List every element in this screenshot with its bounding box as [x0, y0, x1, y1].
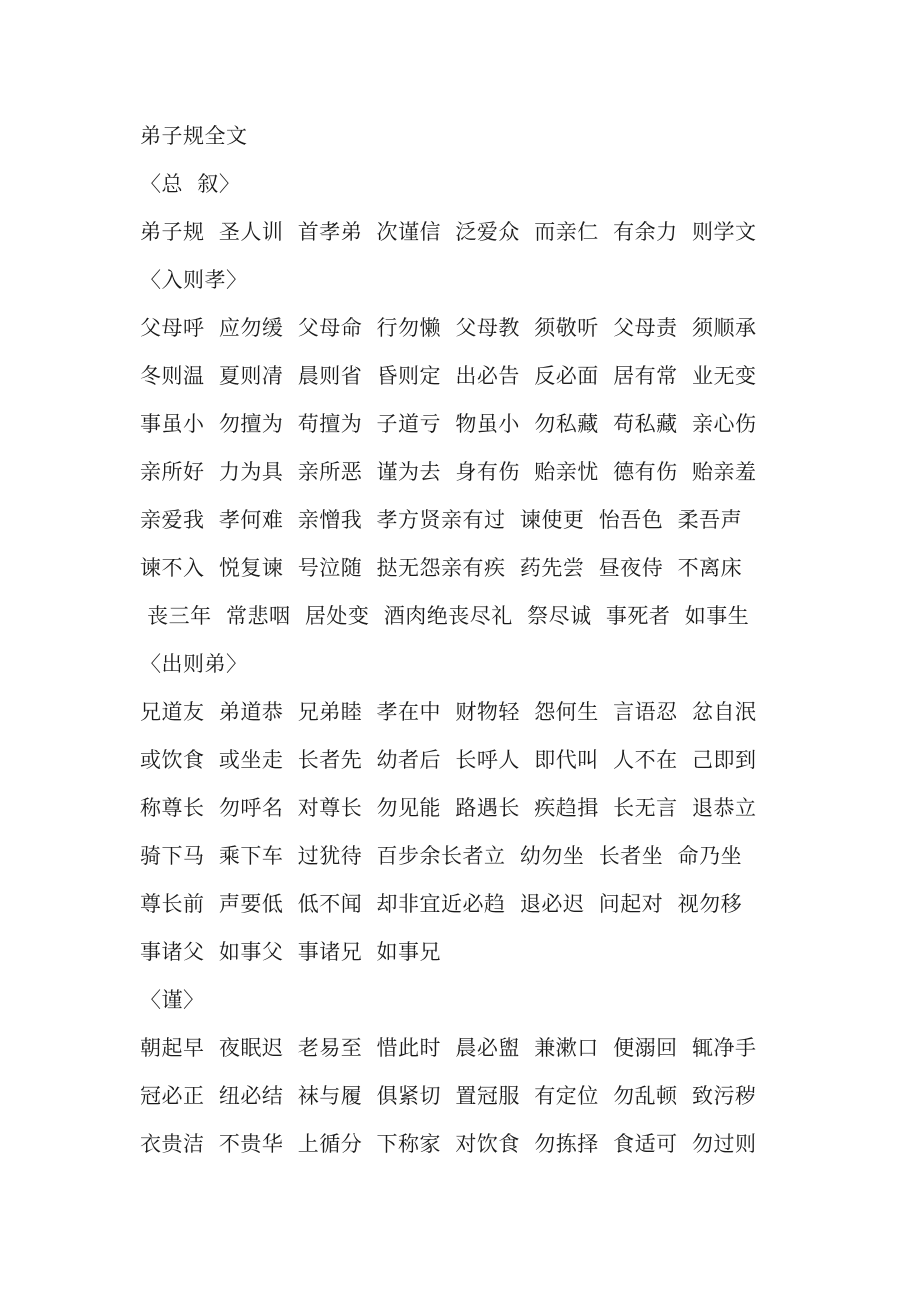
text-line: 或饮食 或坐走 长者先 幼者后 长呼人 即代叫 人不在 己即到 — [140, 748, 757, 772]
text-line: 冠必正 纽必结 袜与履 俱紧切 置冠服 有定位 勿乱顿 致污秽 — [140, 1084, 757, 1108]
text-line: 骑下马 乘下车 过犹待 百步余长者立 幼勿坐 长者坐 命乃坐 — [140, 844, 743, 868]
text-line: 兄道友 弟道恭 兄弟睦 孝在中 财物轻 怨何生 言语忍 忿自泯 — [140, 700, 757, 724]
text-line: 尊长前 声要低 低不闻 却非宜近必趋 退必迟 问起对 视勿移 — [140, 892, 743, 916]
text-line: 冬则温 夏则凊 晨则省 昏则定 出必告 反必面 居有常 业无变 — [140, 364, 757, 388]
text-line: 衣贵洁 不贵华 上循分 下称家 对饮食 勿拣择 食适可 勿过则 — [140, 1132, 757, 1156]
section-heading-brotherhood: 〈出则弟〉 — [140, 652, 248, 676]
text-line: 弟子规 圣人训 首孝弟 次谨信 泛爱众 而亲仁 有余力 则学文 — [140, 220, 757, 244]
text-line: 称尊长 勿呼名 对尊长 勿见能 路遇长 疾趋揖 长无言 退恭立 — [140, 796, 757, 820]
section-heading-prudence: 〈谨〉 — [140, 988, 205, 1012]
text-line: 谏不入 悦复谏 号泣随 挞无怨亲有疾 药先尝 昼夜侍 不离床 — [140, 556, 743, 580]
text-line: 丧三年 常悲咽 居处变 酒肉绝丧尽礼 祭尽诚 事死者 如事生 — [140, 604, 750, 628]
text-line: 事诸父 如事父 事诸兄 如事兄 — [140, 940, 442, 964]
text-line: 事虽小 勿擅为 苟擅为 子道亏 物虽小 勿私藏 苟私藏 亲心伤 — [140, 412, 757, 436]
text-line: 亲所好 力为具 亲所恶 谨为去 身有伤 贻亲忧 德有伤 贻亲羞 — [140, 460, 757, 484]
section-heading-general: 〈总 叙〉 — [140, 172, 241, 196]
section-heading-filial-piety: 〈入则孝〉 — [140, 268, 248, 292]
text-line: 父母呼 应勿缓 父母命 行勿懒 父母教 须敬听 父母责 须顺承 — [140, 316, 757, 340]
text-line: 朝起早 夜眠迟 老易至 惜此时 晨必盥 兼漱口 便溺回 辄净手 — [140, 1036, 757, 1060]
document-title: 弟子规全文 — [140, 124, 248, 148]
text-line: 亲爱我 孝何难 亲憎我 孝方贤亲有过 谏使更 怡吾色 柔吾声 — [140, 508, 743, 532]
